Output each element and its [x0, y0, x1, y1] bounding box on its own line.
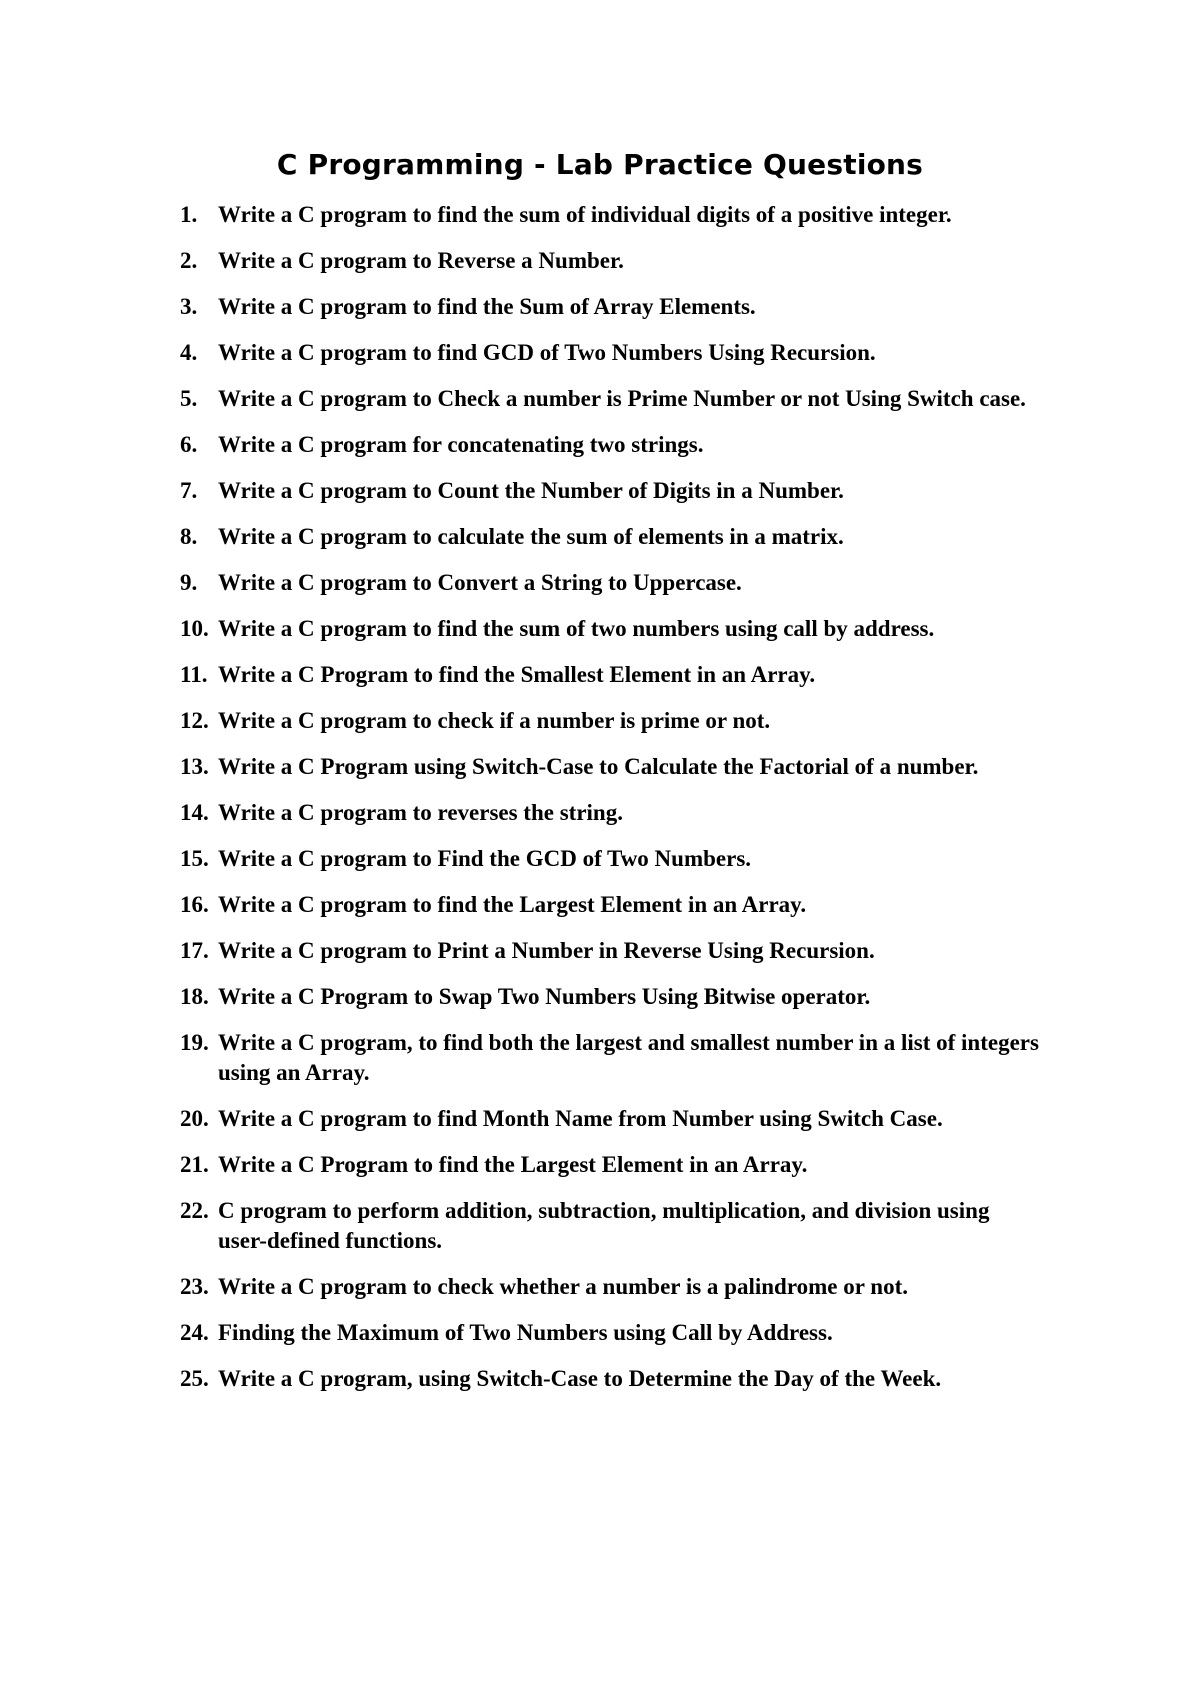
question-number: 17. — [180, 938, 209, 963]
question-text: Write a C program to find the sum of two numbers using call by address. — [218, 616, 935, 641]
question-text: Write a C program to Find the GCD of Two Numbers. — [218, 846, 752, 871]
question-number: 20. — [180, 1106, 209, 1131]
list-item — [180, 292, 1040, 322]
question-number: 19. — [180, 1030, 209, 1055]
question-text: Write a C program to Count the Number of Digits in a Number. — [218, 478, 844, 503]
question-text: C program to perform addition, subtraction, multiplication, and division using user-defined functions. — [218, 1198, 990, 1253]
question-number: 5. — [180, 386, 198, 411]
question-text: Write a C program to Reverse a Number. — [218, 248, 624, 273]
question-number: 9. — [180, 570, 198, 595]
list-item — [180, 1150, 1040, 1180]
question-text: Write a C program to find the Sum of Array Elements. — [218, 294, 756, 319]
list-item — [180, 982, 1040, 1012]
list-item — [180, 338, 1040, 368]
list-item — [180, 752, 1040, 782]
question-text: Write a C program to calculate the sum of elements in a matrix. — [218, 524, 844, 549]
list-item — [180, 798, 1040, 828]
question-text: Write a C program to reverses the string. — [218, 800, 623, 825]
list-item — [180, 430, 1040, 460]
question-number: 16. — [180, 892, 209, 917]
question-number: 21. — [180, 1152, 209, 1177]
list-item — [180, 1364, 1040, 1394]
page-title: C Programming - Lab Practice Questions — [276, 148, 924, 181]
question-text: Write a C Program to find the Largest Element in an Array. — [218, 1152, 808, 1177]
question-text: Write a C program to Print a Number in Reverse Using Recursion. — [218, 938, 875, 963]
list-item — [180, 1104, 1040, 1134]
question-number: 15. — [180, 846, 209, 871]
question-number: 1. — [180, 202, 198, 227]
list-item — [180, 936, 1040, 966]
question-text: Write a C Program to find the Smallest Element in an Array. — [218, 662, 816, 687]
list-item — [180, 200, 1040, 230]
list-item — [180, 476, 1040, 506]
question-number: 7. — [180, 478, 198, 503]
question-text: Write a C program, using Switch-Case to Determine the Day of the Week. — [218, 1366, 942, 1391]
question-text: Write a C Program to Swap Two Numbers Using Bitwise operator. — [218, 984, 871, 1009]
question-number: 2. — [180, 248, 198, 273]
question-text: Write a C program to check if a number is prime or not. — [218, 708, 771, 733]
question-number: 13. — [180, 754, 209, 779]
question-number: 23. — [180, 1274, 209, 1299]
question-text: Write a C program to check whether a number is a palindrome or not. — [218, 1274, 908, 1299]
question-number: 3. — [180, 294, 198, 319]
question-number: 24. — [180, 1320, 209, 1345]
list-item — [180, 1272, 1040, 1302]
question-number: 18. — [180, 984, 209, 1009]
list-item — [180, 568, 1040, 598]
question-number: 14. — [180, 800, 209, 825]
question-number: 12. — [180, 708, 209, 733]
question-number: 8. — [180, 524, 198, 549]
question-number: 11. — [180, 662, 208, 687]
question-list — [180, 200, 1040, 1410]
list-item — [180, 844, 1040, 874]
list-item — [180, 246, 1040, 276]
question-number: 25. — [180, 1366, 209, 1391]
question-text: Write a C program, to find both the largest and smallest number in a list of integers using an Array. — [218, 1030, 1039, 1085]
question-text: Write a C program to find the sum of individual digits of a positive integer. — [218, 202, 952, 227]
question-number: 10. — [180, 616, 209, 641]
question-text: Write a C program to find the Largest Element in an Array. — [218, 892, 807, 917]
list-item — [180, 614, 1040, 644]
question-text: Finding the Maximum of Two Numbers using Call by Address. — [218, 1320, 833, 1345]
question-text: Write a C program to find GCD of Two Numbers Using Recursion. — [218, 340, 876, 365]
question-number: 4. — [180, 340, 198, 365]
question-text: Write a C program for concatenating two strings. — [218, 432, 704, 457]
list-item — [180, 1196, 1040, 1256]
list-item — [180, 706, 1040, 736]
list-item — [180, 1318, 1040, 1348]
question-text: Write a C program to find Month Name from Number using Switch Case. — [218, 1106, 943, 1131]
list-item — [180, 1028, 1040, 1088]
list-item — [180, 384, 1040, 414]
question-text: Write a C program to Convert a String to Uppercase. — [218, 570, 742, 595]
question-number: 6. — [180, 432, 198, 457]
list-item — [180, 890, 1040, 920]
list-item — [180, 660, 1040, 690]
question-number: 22. — [180, 1198, 209, 1223]
question-text: Write a C program to Check a number is Prime Number or not Using Switch case. — [218, 386, 1026, 411]
list-item — [180, 522, 1040, 552]
question-text: Write a C Program using Switch-Case to Calculate the Factorial of a number. — [218, 754, 979, 779]
